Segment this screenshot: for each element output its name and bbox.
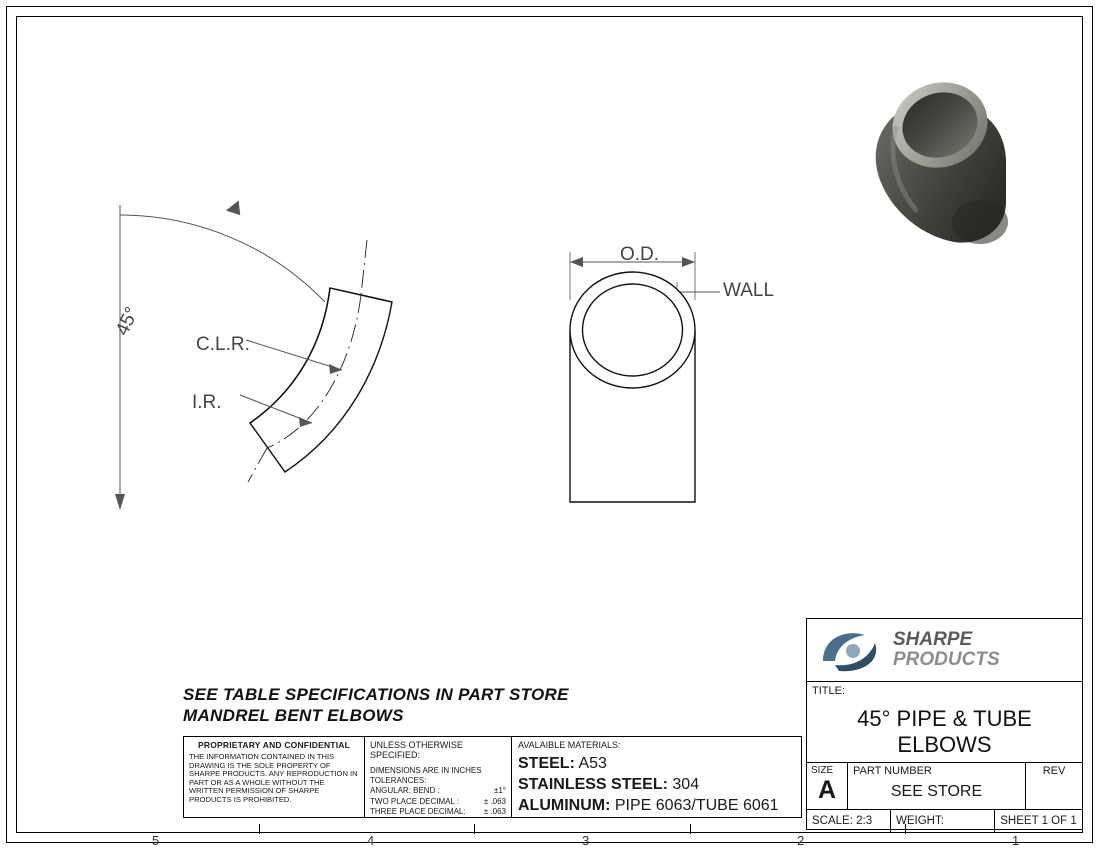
zone-number-2: 2: [797, 833, 805, 848]
tolerance-units: DIMENSIONS ARE IN INCHES: [370, 766, 482, 775]
material-aluminum-row: [518, 795, 795, 816]
material-stainless-row: [518, 774, 795, 795]
material-stainless-value: 304: [672, 776, 700, 793]
tolerance-three-place-value: ± .063: [483, 806, 506, 816]
company-logo: [807, 619, 1082, 682]
logo-text-sharpe: SHARPE: [893, 629, 973, 650]
size-field: [807, 763, 848, 809]
logo-text-products: PRODUCTS: [893, 649, 1000, 670]
isometric-elbow-svg: [830, 70, 1040, 260]
tolerance-three-place-label: THREE PLACE DECIMAL:: [370, 806, 466, 816]
title-field: [807, 682, 1082, 763]
title-block: [806, 618, 1083, 830]
tube-section-svg: [540, 230, 830, 530]
material-aluminum-label: ALUMINUM:: [518, 797, 611, 814]
isometric-elbow-render: [830, 70, 1040, 260]
logo-mark-icon: [813, 621, 893, 681]
od-label: O.D.: [620, 244, 660, 265]
notes-line-1: SEE TABLE SPECIFICATIONS IN PART STORE: [183, 685, 569, 704]
drawing-notes: [183, 684, 569, 726]
rev-field: [1026, 763, 1082, 809]
title-value-line1: 45° PIPE & TUBE: [857, 706, 1032, 731]
zone-number-3: 3: [582, 833, 590, 848]
materials-column: [512, 737, 801, 817]
title-value-line2: ELBOWS: [897, 732, 992, 757]
title-block-row-identification: [807, 763, 1082, 810]
zone-number-1: 1: [1012, 833, 1020, 848]
material-steel-value: A53: [578, 755, 607, 772]
tolerance-two-place-value: ± .063: [483, 796, 506, 806]
tolerance-two-place-label: TWO PLACE DECIMAL :: [370, 796, 460, 806]
title-caption: TITLE:: [812, 685, 846, 697]
tube-section-view: [540, 230, 830, 530]
sheet-field: SHEET 1 OF 1: [1000, 815, 1077, 827]
weight-field: WEIGHT:: [891, 810, 995, 832]
part-number-field: [848, 763, 1026, 809]
tolerances-column: [365, 737, 512, 817]
part-number-value: SEE STORE: [890, 783, 983, 800]
proprietary-column: [184, 737, 365, 817]
tolerance-angular-label: ANGULAR: BEND :: [370, 786, 440, 796]
scale-field: SCALE: 2:3: [807, 810, 891, 832]
title-block-row-footer: [807, 810, 1082, 832]
proprietary-body: THE INFORMATION CONTAINED IN THIS DRAWING IS THE SOLE PROPERTY OF SHARPE PRODUCTS. ANY REPRODUCTION IN PART OR AS A WHOLE WITHOUT THE WRITTEN PERMISSION OF SHARPE PRODUCTS IS PROHIBITED.: [189, 752, 358, 804]
part-number-caption: PART NUMBER: [853, 765, 932, 777]
elbow-profile-view: [80, 180, 500, 530]
title-value: [807, 706, 1082, 758]
zone-tick: [690, 824, 691, 834]
elbow-profile-svg: [80, 180, 500, 530]
zone-number-4: 4: [367, 833, 375, 848]
tolerance-angular-value: ±1°: [493, 786, 506, 796]
size-value: A: [817, 776, 837, 804]
zone-number-5: 5: [152, 833, 160, 848]
notes-line-2: MANDREL BENT ELBOWS: [183, 706, 404, 725]
proprietary-heading: PROPRIETARY AND CONFIDENTIAL: [198, 740, 350, 750]
size-caption: SIZE: [811, 765, 834, 776]
materials-heading: AVALAIBLE MATERIALS:: [518, 740, 621, 750]
clr-label: C.L.R.: [196, 334, 250, 355]
rev-caption: REV: [1042, 765, 1066, 777]
angle-dimension-label: 45°: [112, 303, 144, 339]
tolerances-heading: UNLESS OTHERWISE SPECIFIED:: [370, 740, 463, 760]
ir-label: I.R.: [192, 392, 222, 413]
material-stainless-label: STAINLESS STEEL:: [518, 776, 668, 793]
material-steel-label: STEEL:: [518, 755, 575, 772]
material-aluminum-value: PIPE 6063/TUBE 6061: [614, 797, 779, 814]
specification-table: [183, 736, 802, 818]
wall-label: WALL: [723, 280, 775, 301]
material-steel-row: [518, 753, 795, 774]
tolerance-label: TOLERANCES:: [370, 776, 427, 786]
zone-tick: [474, 824, 475, 834]
zone-tick: [259, 824, 260, 834]
